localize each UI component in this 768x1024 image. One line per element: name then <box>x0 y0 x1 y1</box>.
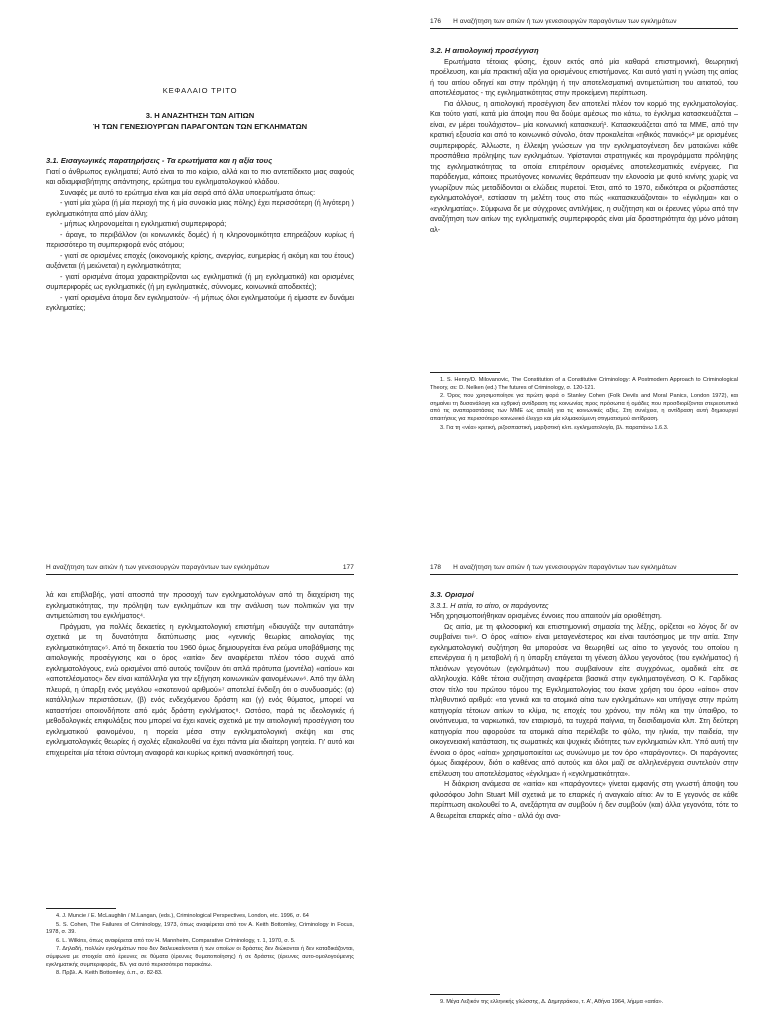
footnote: 9. Μέγα Λεξικόν της ελληνικής γλώσσης, Δ. Δημητράκου, τ. Α', Αθήνα 1964, λήμμα «αιτία». <box>440 999 664 1005</box>
running-header <box>430 18 738 29</box>
paragraph: Γιατί ο άνθρωπος εγκληματεί; Αυτό είναι το πιο καίριο, αλλά και το πιο αντεπίδεκτο μιας σαφούς και αδιαμφισβήτητης απάντησης, ερώτημα του εγκληματολογικού κλάδου. <box>46 166 354 186</box>
page-2-body <box>430 46 738 235</box>
list-item: - γιατί ορισμένα άτομα δεν εγκληματούν· -ή μήπως όλοι εγκληματούμε ή είμαστε εν δυνάμει εγκληματίες; <box>46 292 354 312</box>
footnote-rule <box>430 994 500 995</box>
list-item: - μήπως κληρονομείται η εγκληματική συμπεριφορά; <box>60 219 227 228</box>
paragraph: Πράγματι, για πολλές δεκαετίες η εγκληματολογική επιστήμη «διαυγάζε την αυταπάτη» σχετικά με τη δυνατότητα διατύπωσης μιας «γενικής θεωρίας αιτιολογίας της εγκληματικότητας»⁵. Από τη δεκαετία του 1960 όμως δημιουργείται ένα ρεύμα υποβάθμισης της αιτιολογικής προσέγγισης και ο όρος «αιτία» δεν αναφέρεται πλέον τόσο συχνά από εγκληματολόγους, ενώ ορισμένοι από αυτούς τονίζουν ότι απλά πρότυπα (μοντέλα) «αιτίου» και «αποτελέσματος» δεν είναι κατάλληλα για την εξήγηση κοινωνικών φαινομένων»⁶. Από την άλλη πλευρά, η ύπαρξη ενός μεγάλου «σκοτεινού αριθμού»⁷ αποτελεί ένδειξη ότι ο συνδυασμός: (α) κατάλληλων περιστάσεων, (β) ενός ενδεχόμενου δράστη και (γ) ενός θύματος, μπορεί να καταστήσει οποιονδήποτε από εμάς δράστη εγκλήματος⁸. Ωστόσο, παρά τις ιδεολογικές ή μεθοδολογικές επιφυλάξεις που μπορεί να έχει κανείς σχετικά με την αιτιολογική προσέγγιση του εγκληματικού φαινομένου, η πορεία μέσα στην εγκληματολογική σκέψη και στις εγκληματολογικές θεωρίες ή σχολές εξακολουθεί να έχει πάντα μία ιδιαίτερη γοητεία. Γι' αυτό και επιχειρείται μία τέτοια σύντομη αναφορά και κυρίως κριτική ανασκόπησή τους. <box>46 621 354 757</box>
footnotes <box>46 908 354 979</box>
running-header <box>430 564 738 575</box>
chapter-title-line-2: Ή ΤΩΝ ΓΕΝΕΣΙΟΥΡΓΩΝ ΠΑΡΑΓΟΝΤΩΝ ΤΩΝ ΕΓΚΛΗΜΑΤΩΝ <box>92 122 308 131</box>
paragraph: Ως αιτία, με τη φιλοσοφική και επιστημονική σημασία της λέξης, ορίζεται «ο λόγος δι' ον συμβαίνει τι»⁹. Ο όρος «αίτιο» είναι μεταγενέστερος και είναι ταυτόσημος με την αιτία. Στην εγκληματολογική συζήτηση θα μπορούσε να θεωρηθεί ως αίτιο το γεγονός του οποίου η επενέργεια ή η μεταβολή ή η ύπαρξη επάγεται τη γένεση άλλου γεγονότος (του εγκλήματος) ή πλειόνων γεγονότων (εγκλημάτων) που συμβαίνουν είτε συγχρόνως, ομαδικά είτε σε αλληλουχία. Κάθε τέτοια συζήτηση αναφέρεται βασικά στην εγκληματογένεση. Ο Κ. Γαρδίκας στον τίτλο του πρώτου τόμου της Εγκληματολογίας του έκανε χρήση του όρου «αίτιο» στον πληθυντικό αριθμό: «τα γενικά και τα ατομικά αίτια των εγκλημάτων» και υπήγαγε στην πρώτη κατηγορία τέτοιων αιτίων το κλίμα, τις εποχές του χρόνου, την πόλη και την ύπαιθρο, το οινόπνευμα, τα ναρκωτικά, τον εταιρισμό, τα τυχερά παίγνια, τη δεισιδαιμονία κλπ. Στη δεύτερη κατηγορία που αφορούσε τα ατομικά αίτια περιέλαβε το φύλο, την ηλικία, την παιδεία, την οικογενειακή κατάσταση, τις σωματικές και ψυχικές ιδιότητες των εγκληματιών κλπ. Υπό αυτή την έννοια ο όρος «αίτια» χρησιμοποιείται ως συνώνυμο με τον όρο «παράγοντες». Οι παράγοντες όμως διαφέρουν, διότι ο καθένας από αυτούς και όλοι μαζί σε αλληλενέργεια συντελούν στην επέλευση του αποτελέσματος «έγκλημα» ή «εγκληματικότητα». <box>430 621 738 778</box>
page-number: 177 <box>342 564 354 571</box>
page-3-body <box>46 590 354 758</box>
footnote: 4. J. Muncie / E. McLaughlin / M.Langan, (eds.), Criminological Perspectives, London, etc. 1996, σ. 64 <box>56 913 309 919</box>
footnotes <box>430 994 738 1008</box>
chapter-title-line-1: 3. Η ΑΝΑΖΗΤΗΣΗ ΤΩΝ ΑΙΤΙΩΝ <box>145 111 255 120</box>
paragraph: Η διάκριση ανάμεσα σε «αιτία» και «παράγοντες» γίνεται εμφανής στη γνωστή άποψη του φιλοσόφου John Stuart Mill σχετικά με το επαρκές ή αναγκαίο αίτιο: Αν το Ε γεγονός σε κάθε περίπτωση ακολουθεί το Α, ανεξάρτητα αν συμβούν ή δεν συμβούν (και) άλλα γεγονότα, τότε το Α θεωρείται επαρκές αίτιο - αλλά όχι ανα- <box>430 779 738 820</box>
footnote: 5. S. Cohen, The Failures of Criminology, 1973, όπως αναφέρεται από τον Α. Keith Bottomley, Criminology in Focus, 1978, σ. 39. <box>46 921 354 936</box>
paragraph: Ερωτήματα τέτοιας φύσης, έχουν εκτός από μία καθαρά επιστημονική, θεωρητική προέλευση, και μία πρακτική αξία για ορισμένους επιστήμονες. Και αυτό γιατί η γνώση της αιτίας ή του αιτίου οδηγεί και στην πρόληψη ή την αποτελεσματική αντιμετώπιση του αιτιατού, του αποτελέσματος - της εγκληματικότητας στην προκείμενη περίπτωση. <box>430 56 738 97</box>
running-head-text: Η αναζήτηση των αιτιών ή των γενεσιουργών παραγόντων των εγκλημάτων <box>453 564 677 571</box>
footnote: 2. Όρος που χρησιμοποίησε για πρώτη φορά ο Stanley Cohen (Folk Devils and Moral Panics, London 1972), και σημαίνει τη δυσανάλογη και εχθρική αντίδραση της κοινωνίας προς πρόσωπα ή ομάδες που προσδιορίζονται στερεοτυπικά από τις αναπαραστάσεις των ΜΜΕ ως απειλή για τις κοινωνικές αξίες. Στη συνέχεια, η αντίδραση αυτή δημιουργεί απαιτήσεις για περισσότερο κοινωνικό έλεγχο και μία κλιμακούμενη στιγματισμού αντίδραση. <box>430 393 738 422</box>
page-4 <box>384 512 768 1024</box>
chapter-title <box>46 110 354 132</box>
running-head-text: Η αναζήτηση των αιτιών ή των γενεσιουργών παραγόντων των εγκλημάτων <box>453 18 677 25</box>
footnote: 6. L. Wilkins, όπως αναφέρεται από τον H. Mannheim, Comparative Criminology, τ. 1, 1970, σ. 5. <box>56 937 296 944</box>
page-4-body <box>430 590 738 821</box>
footnote-rule <box>46 908 116 909</box>
list-item: - γιατί σε ορισμένες εποχές (οικονομικής κρίσης, ανεργίας, ευημερίας ή ακόμη και του έτους) αυξάνεται (ή μειώνεται) η εγκληματικότητα; <box>46 250 354 270</box>
page-1-body <box>46 156 354 314</box>
list-item: - άραγε, το περιβάλλον (οι κοινωνικές δομές) ή η κληρονομικότητα επηρεάζουν κυρίως ή περισσότερο τη συμπεριφορά ενός ατόμου; <box>46 229 354 249</box>
section-heading: 3.1. Εισαγωγικές παρατηρήσεις - Τα ερωτήματα και η αξία τους <box>46 156 273 165</box>
footnote: 7. Δηλαδή, πολλών εγκλημάτων που δεν διαλευκαίνονται ή των οποίων οι δράστες δεν διώκονται ή δεν καταδικάζονται, σύμφωνα με στοιχεία από έρευνες σε θύματα (έρευνες θυματοποίησης) ή σε δράστες (έρευνες αυτο-ομολογούμενης εγκληματικής συμπεριφοράς, Βλ. για αυτό περισσότερα παρακάτω. <box>46 946 354 968</box>
section-heading: 3.2. Η αιτιολογική προσέγγιση <box>430 46 539 55</box>
footnote-rule <box>430 372 500 373</box>
footnote: 1. S. Henry/D. Milovanovic, The Constitution of a Constitutive Criminology: A Postmodern Approach to Criminological Theory, σε: D. Nelken (ed.) The futures of Criminology, σ. 120-121. <box>430 377 738 391</box>
page-number: 176 <box>430 18 442 25</box>
list-item: - γιατί ορισμένα άτομα χαρακτηρίζονται ως εγκληματικά (ή μη εγκληματικά) και ορισμένες συμπεριφορές ως εγκληματικές (ή μη εγκληματικές, σύννομες, κοινωνικά αποδεκτές); <box>46 271 354 291</box>
running-header <box>46 564 354 575</box>
paragraph: Για άλλους, η αιτιολογική προσέγγιση δεν αποτελεί πλέον τον κορμό της εγκληματολογίας. Και τούτο γιατί, κατά μία άποψη που θα δούμε αμέσως πιο κάτω, το έγκλημα κατασκευάζεται –είναι, εν μέρει τουλάχιστον– μία κοινωνική κατασκευή¹. Κατασκευάζεται από τα ΜΜΕ, από την κρατική εξουσία και από το κοινωνικό σύνολο, όταν προκαλείται «ηθικός πανικός»² με ορισμένες συμπεριφορές. Άλλωστε, η έλλειψη γνώσεων για την εγκληματογένεση δεν ματαιώνει κάθε προσπάθεια πρόληψης των εγκλημάτων. Υφίστανται στρατηγικές και προγράμματα πρόληψης της εγκληματικότητας τα οποία επιτρέπουν ορισμένες αποτελεσματικές ενέργειες. Για παράδειγμα, κάποιες πρωτόγονες κοινωνίες θεράπευαν την ελονοσία με φυτό κινίνης χωρίς να γνωρίζουν πώς μεταδίδονται οι ελώδεις πυρετοί. Έτσι, από το 1970, ειδικότερα οι ριζοσπάστες εγκληματολόγοι³, εστίασαν τη μελέτη τους στο πώς «κατασκευάζονται» το «έγκλημα» και ο «εγκληματίας». Σύμφωνα δε με σύγχρονες αντιλήψεις, η συζήτηση και οι έρευνες γύρω από την αναζήτηση των αιτίων της εγκληματικής συμπεριφοράς είναι μία δραστηριότητα όχι μόνο μάταιη αλ- <box>430 98 738 234</box>
page-2 <box>384 0 768 512</box>
paragraph: Συναφές με αυτό το ερώτημα είναι και μία σειρά από άλλα υποερωτήματα όπως: <box>60 187 316 197</box>
page-1 <box>0 0 384 512</box>
paragraph: λά και επιβλαβής, γιατί αποσπά την προσοχή των εγκληματολόγων από τη διαχείριση της εγκληματικότητας, την πρόληψη των εγκλημάτων και την ανάλυση των πολιτικών για την αντιμετώπιση του εγκλήματος⁴. <box>46 590 354 620</box>
section-heading: 3.3. Ορισμοί <box>430 590 474 599</box>
footnote: 8. Πρβλ. Α. Keith Bottomley, ό.π., σ. 82-83. <box>56 970 163 977</box>
page-number: 178 <box>430 564 442 571</box>
footnotes <box>430 372 738 433</box>
running-head-text: Η αναζήτηση των αιτιών ή των γενεσιουργών παραγόντων των εγκλημάτων <box>46 564 270 571</box>
page-3 <box>0 512 384 1024</box>
subsection-heading: 3.3.1. Η αιτία, το αίτιο, οι παράγοντες <box>430 600 549 610</box>
chapter-label: ΚΕΦΑΛΑΙΟ ΤΡΙΤΟ <box>162 86 238 95</box>
list-item: - γιατί μία χώρα (ή μία περιοχή της ή μία συνοικία μιας πόλης) έχει περισσότερη (ή λιγότερη ) εγκληματικότητα από μίαν άλλη; <box>46 198 354 218</box>
paragraph: Ήδη χρησιμοποιήθηκαν ορισμένες έννοιες που απαιτούν μία οριοθέτηση. <box>430 611 662 620</box>
footnote: 3. Για τη «νέα» κριτική, ριζοσπαστική, μαρξιστική κλπ. εγκληματολογία, βλ. παραπάνω 1.6.3. <box>440 424 669 431</box>
